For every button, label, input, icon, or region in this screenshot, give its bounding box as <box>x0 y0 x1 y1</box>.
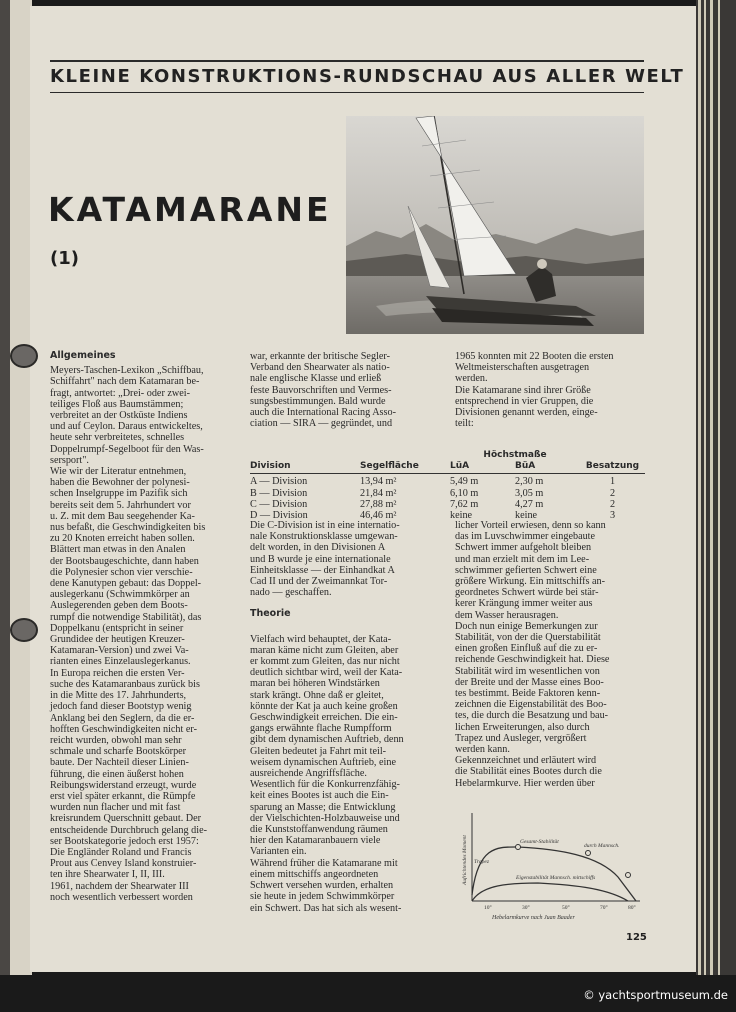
watermark-credit: © yachtsportmuseum.de <box>583 988 728 1002</box>
text-line: verbreitet an der Ostküste Indiens <box>50 410 188 422</box>
table-cell: 13,94 m² <box>360 476 397 488</box>
text-line: könnte der Kat ja auch keine großen <box>250 700 398 712</box>
text-line: schmale und scharfe Bootskörper <box>50 746 187 758</box>
text-line: Stabilität wird im wesentlichen von <box>455 665 600 677</box>
text-line: erst viel später erkannt, die Rümpfe <box>50 790 196 802</box>
text-line: 1965 konnten mit 22 Booten die ersten <box>455 351 614 362</box>
curve-top-label: Gesamt-Stabilität <box>520 839 559 845</box>
text-line: gibt dem dynamischen Auftrieb, denn <box>250 734 404 746</box>
table-row <box>250 488 645 499</box>
text-line: kreisrundem Querschnitt gebaut. Der <box>50 813 202 825</box>
text-line: Doppelkanu (entspricht in seiner <box>50 622 184 634</box>
x-tick: 70° <box>600 905 608 911</box>
divisions-table <box>250 450 645 521</box>
text-line: kerer Krängung immer weiter aus <box>455 598 593 610</box>
text-line: Blättert man etwas in den Analen <box>50 544 186 556</box>
col-header: Besatzung <box>585 461 640 472</box>
text-line: wurden nun flacher und mit fast <box>50 802 181 814</box>
text-line: hofften Geschwindigkeiten nicht er- <box>50 723 197 735</box>
text-line: der Vielschichten-Holzbauweise und <box>250 812 400 824</box>
text-line: suche des Katamaranbaus zurück bis <box>50 678 200 690</box>
x-tick: 30° <box>522 905 530 911</box>
table-group-header: Höchstmaße <box>483 450 547 460</box>
text-line: Anklang bei den Seglern, da die er- <box>50 712 195 724</box>
text-line: dem Wasser herausragen. <box>455 609 559 621</box>
text-line: lichen Erweiterungen, also durch <box>455 721 590 733</box>
table-cell: 27,88 m² <box>360 498 397 510</box>
heading-allgemeines: Allgemeines <box>50 350 116 361</box>
text-line: Cad II und der Zweimannkat Tor- <box>250 576 388 588</box>
text-line: keit eines Bootes ist auch die Ein- <box>250 790 389 802</box>
catamaran-photo <box>346 116 644 334</box>
text-line: Vielfach wird behauptet, der Kata- <box>250 633 392 645</box>
text-line: geordnetes Schwert würde bei stär- <box>455 587 599 599</box>
text-line: werden. <box>455 373 488 385</box>
table-cell: 4,27 m <box>515 498 544 510</box>
text-line: deutlich sichtbar wird, weil der Kata- <box>250 667 403 679</box>
text-line: tes, die durch die Besatzung und bau- <box>455 710 609 722</box>
text-line: schen Inselgruppe im Pazifik sich <box>50 488 188 500</box>
text-line: Die Katamarane sind ihrer Größe <box>455 384 591 396</box>
article-title: KATAMARANE <box>48 190 332 229</box>
table-cell: 2,30 m <box>515 476 544 488</box>
text-line: noch wesentlich verbessert worden <box>50 891 193 903</box>
text-line: Geschwindigkeit erreichen. Die ein- <box>250 712 398 724</box>
text-line: die Kunststoffanwendung räumen <box>250 824 388 836</box>
text-line: sersport". <box>50 454 89 466</box>
text-line: tes bestimmt. Beide Faktoren kenn- <box>455 688 601 700</box>
text-line: der Breite und der Masse eines Boo- <box>455 676 604 688</box>
text-line: hier den Katamaranbauern viele <box>250 835 381 847</box>
table-cell: C — Division <box>250 498 308 510</box>
section-title: KLEINE KONSTRUKTIONS-RUNDSCHAU AUS ALLER WELT <box>50 66 685 87</box>
text-line: 1961, nachdem der Shearwater III <box>50 880 189 892</box>
stability-graph <box>458 805 644 925</box>
text-line: sparung an Masse; die Entwicklung <box>250 801 396 813</box>
col-header: LüA <box>450 461 470 472</box>
column-1 <box>50 350 234 903</box>
column-3-bottom <box>455 520 645 789</box>
header-rule-bottom <box>50 92 644 93</box>
curve-top-label-2: durch Mannsch. <box>584 843 620 849</box>
text-line: und B wurde je eine internationale <box>250 553 391 565</box>
text-line: rumpf die notwendige Stabilität), das <box>50 611 202 623</box>
text-line: auslegerkanu (Schwimmkörper an <box>50 589 190 601</box>
text-line: nus befaßt, die Geschwindigkeiten bis <box>50 522 206 534</box>
y-axis-label-2: Trapez <box>474 859 489 865</box>
text-line: werden kann. <box>455 744 510 756</box>
text-line: nale Konstruktionsklasse umgewan- <box>250 531 398 543</box>
text-line: sie heute in jedem Schwimmkörper <box>250 891 395 903</box>
table-row <box>250 499 645 510</box>
text-line: rianten eines Einzelauslegerkanus. <box>50 656 191 668</box>
text-line: heute sehr verbreitetes, schnelles <box>50 432 185 444</box>
text-line: entscheidende Durchbruch gelang die- <box>50 824 207 836</box>
text-line: nale englische Klasse und erließ <box>250 373 382 385</box>
text-line: und auf Ceylon. Daraus entwickeltes, <box>50 421 203 433</box>
column-2-top <box>250 351 440 429</box>
text-line: einen großen Einfluß auf die zu er- <box>455 643 598 655</box>
text-line: Wesentlich für die Konkurrenzfähig- <box>250 779 400 791</box>
column-2-bottom <box>250 520 440 914</box>
text-line: ausreichende Angriffsfläche. <box>250 768 367 780</box>
text-line: fragt, antwortet: „Drei- oder zwei- <box>50 387 191 399</box>
text-line: Schiffahrt" nach dem Katamaran be- <box>50 376 200 388</box>
own-stability-curve <box>472 883 628 901</box>
binder-hole-top <box>10 344 38 368</box>
table-cell: 5,49 m <box>450 476 479 488</box>
text-line: Meyers-Taschen-Lexikon „Schiffbau, <box>50 365 204 377</box>
text-line: in die Mitte des 17. Jahrhunderts, <box>50 690 187 702</box>
text-line: ten ihre Shearwater I, II, III. <box>50 869 165 881</box>
table-cell: keine <box>515 509 538 521</box>
text-line: er kommt zum Gleiten, das nur nicht <box>250 656 400 668</box>
text-line: zeichnen die Eigenstabilität des Boo- <box>455 699 607 711</box>
table-cell: 2 <box>609 487 616 499</box>
col-header: BüA <box>515 461 536 472</box>
text-line: Schwert immer aufgeholt bleiben <box>455 542 592 554</box>
table-cell: 2 <box>609 498 616 510</box>
curve-bottom-label: Eigenstabilität Mannsch. mittschiffs <box>516 875 596 881</box>
text-line: und man erzielt mit dem im Lee- <box>455 553 590 565</box>
text-line: weisem dynamischen Auftrieb, eine <box>250 756 396 768</box>
text-line: maran bei höheren Windstärken <box>250 678 380 690</box>
text-line: u. Z. mit dem Bau seegehender Ka- <box>50 510 195 522</box>
text-line: baute. Der Nachteil dieser Linien- <box>50 757 189 769</box>
text-line: die Stabilität eines Bootes durch die <box>455 766 602 778</box>
table-cell: 46,46 m² <box>360 509 397 521</box>
text-line: Katamaran-Version) und zwei Va- <box>50 645 189 657</box>
x-tick: 50° <box>562 905 570 911</box>
table-header-row <box>250 461 645 472</box>
text-line: haben die Bewohner der polynesi- <box>50 477 190 489</box>
text-line: licher Vorteil erwiesen, denn so kann <box>455 520 606 531</box>
text-line: Doppelrumpf-Segelboot für den Was- <box>50 443 204 455</box>
text-line: entsprechend in vier Gruppen, die <box>455 395 594 407</box>
table-cell: D — Division <box>250 509 308 521</box>
text-line: teilt: <box>455 418 474 430</box>
text-line: das im Luvschwimmer eingebaute <box>455 531 596 543</box>
text-line: Schwert versehen wurden, erhalten <box>250 880 394 892</box>
text-line: Grundidee der heutigen Kreuzer- <box>50 634 185 646</box>
text-line: ciation — SIRA — gegründet, und <box>250 418 393 430</box>
page-stack-edge <box>696 0 736 975</box>
text-line: Während früher die Katamarane mit <box>250 857 398 869</box>
text-line: Stabilität, von der die Querstabilität <box>455 632 601 644</box>
table-cell: 1 <box>609 476 616 488</box>
table-cell: A — Division <box>250 476 308 488</box>
text-line: Weltmeisterschaften ausgetragen <box>455 362 590 374</box>
text-line: Reibungswiderstand erzeugt, wurde <box>50 779 197 791</box>
table-cell: keine <box>450 509 473 521</box>
table-cell: 3 <box>609 509 616 521</box>
text-line: Trapez und Ausleger, vergrößert <box>455 732 587 744</box>
text-line: gangs erwähnte flache Rumpfform <box>250 723 392 735</box>
text-line: größere Wirkung. Ein mittschiffs an- <box>455 576 606 588</box>
text-line: ser Bootskategorie jedoch erst 1957: <box>50 835 199 847</box>
text-line: führung, die einen äußerst hohen <box>50 768 184 780</box>
table-cell: 6,10 m <box>450 487 479 499</box>
text-line: zu 20 Knoten erreicht haben sollen. <box>50 533 195 545</box>
text-line: sungsbestimmungen. Bald wurde <box>250 395 386 407</box>
col-header: Segelfläche <box>360 461 419 472</box>
text-line: die Polynesier schon vier verschie- <box>50 566 193 578</box>
page-number: 125 <box>626 932 647 943</box>
text-line: Prout aus Cenvey Island konstruier- <box>50 858 197 870</box>
text-line: Divisionen genannt werden, einge- <box>455 407 598 419</box>
text-line: Einheitsklasse — der Einhandkat A <box>250 564 395 576</box>
text-line: Varianten ein. <box>250 846 307 858</box>
text-line: bereits seit dem 5. Jahrhundert vor <box>50 499 191 511</box>
text-line: jedoch fand dieser Bootstyp wenig <box>50 701 192 713</box>
text-line: nado — geschaffen. <box>250 587 332 599</box>
text-line: teiliges Floß aus Baumstämmen; <box>50 398 184 410</box>
table-rule <box>250 473 645 474</box>
text-line: reichende Geschwindigkeit hat. Diese <box>455 654 610 666</box>
text-line: war, erkannte der britische Segler- <box>250 351 390 362</box>
text-line: Doch nun einige Bemerkungen zur <box>455 620 598 632</box>
text-line: maran käme nicht zum Gleiten, aber <box>250 644 399 656</box>
text-line: delt worden, in den Divisionen A <box>250 542 386 554</box>
header-rule-top <box>50 60 644 62</box>
text-line: Die C-Division ist in eine internatio- <box>250 520 400 531</box>
text-line: der Bootsbaugeschichte, dann haben <box>50 555 199 567</box>
text-line: schwimmer gefierten Schwert eine <box>455 564 597 576</box>
table-cell: B — Division <box>250 487 308 499</box>
y-axis-label: Aufrichtendes Moment <box>462 835 468 885</box>
text-line: einem mittschiffs angeordneten <box>250 868 379 880</box>
text-line: In Europa reichen die ersten Ver- <box>50 667 185 679</box>
x-tick: 80° <box>628 905 636 911</box>
col-header: Division <box>250 461 291 472</box>
text-line: reicht wurden, obwohl man sehr <box>50 734 182 746</box>
text-line: Gleiten bedeutet ja Fahrt mit teil- <box>250 745 387 757</box>
text-line: auch die International Racing Asso- <box>250 407 396 419</box>
table-row <box>250 476 645 487</box>
graph-caption: Hebelarmkurve nach Juan Baader <box>492 915 575 921</box>
text-line: Auslegerenden geben dem Boots- <box>50 600 188 612</box>
text-line: Gekennzeichnet und erläutert wird <box>455 755 597 767</box>
x-tick: 10° <box>484 905 492 911</box>
heading-theorie: Theorie <box>250 608 291 620</box>
text-line: Wie wir der Literatur entnehmen, <box>50 466 187 478</box>
text-line: feste Bauvorschriften und Vermes- <box>250 384 392 396</box>
text-line: stark krängt. Ohne daß er gleitet, <box>250 689 384 701</box>
text-line: Die Engländer Roland und Francis <box>50 846 192 858</box>
text-line: Hebelarmkurve. Hier werden über <box>455 777 595 789</box>
table-cell: 3,05 m <box>515 487 544 499</box>
column-3-top <box>455 351 645 429</box>
binder-hole-bottom <box>10 618 38 642</box>
table-cell: 21,84 m² <box>360 487 397 499</box>
text-line: dene Kanutypen gebaut: das Doppel- <box>50 578 202 590</box>
book-spine <box>0 0 32 975</box>
table-cell: 7,62 m <box>450 498 479 510</box>
text-line: ein Schwert. Das hat sich als wesent- <box>250 902 402 914</box>
article-part: (1) <box>50 248 79 269</box>
text-line: Verband den Shearwater als natio- <box>250 362 390 374</box>
